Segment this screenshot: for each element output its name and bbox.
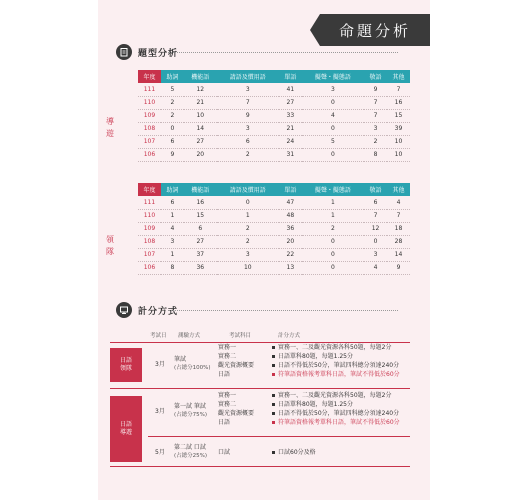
subject-item: 口試 [218,449,231,456]
table-row [138,261,410,274]
count-cell: 14 [387,248,410,261]
subject-item: 日語 [218,419,231,426]
column-header: 助詞 [161,70,184,83]
rule-item: 符筆語資格報考單科日語，筆試不得低於60分 [272,370,400,379]
year-cell: 106 [138,261,161,274]
guide-side-label: 導 遊 [106,117,114,138]
column-header: 敬語 [364,70,387,83]
exam-type: 第一試 筆試 [174,403,206,410]
page-panel [98,0,430,500]
count-cell: 15 [387,109,410,122]
count-cell: 0 [302,235,364,248]
count-cell: 1 [217,209,279,222]
count-cell: 20 [279,235,302,248]
count-cell: 47 [279,196,302,209]
rule-item: 實務一、二及觀光資源各科50題，每題2分 [272,391,391,400]
column-header: 單語 [279,183,302,196]
column-header: 請語及慣用語 [217,183,279,196]
count-cell: 16 [387,96,410,109]
subject-item: 實務二 [218,401,237,408]
leader-side-label: 領 隊 [106,235,114,256]
count-cell: 6 [184,222,217,235]
rule-item: 符筆語資格報考單科日語，筆試不得低於60分 [272,418,400,427]
divider-line [110,466,410,467]
column-header: 敬語 [364,183,387,196]
count-cell: 27 [279,96,302,109]
count-cell: 0 [302,96,364,109]
rule-item: 實務一、二及觀光資源各科50題，每題2分 [272,343,391,352]
count-cell: 2 [364,135,387,148]
count-cell: 3 [364,248,387,261]
count-cell: 7 [364,96,387,109]
count-cell: 37 [184,248,217,261]
count-cell: 24 [279,135,302,148]
year-cell: 108 [138,122,161,135]
table-row [138,209,410,222]
subject-item: 實務一 [218,344,237,351]
divider-line [110,388,410,389]
exam-month: 5月 [155,449,165,456]
exam-weight: (占總分75%) [174,412,208,418]
year-cell: 109 [138,109,161,122]
count-cell: 6 [364,196,387,209]
count-cell: 15 [184,209,217,222]
clipboard-icon [116,44,132,60]
count-cell: 10 [387,135,410,148]
dotted-divider [168,52,398,53]
subject-item: 觀光資源概要 [218,362,255,369]
count-cell: 10 [184,109,217,122]
year-cell: 107 [138,248,161,261]
count-cell: 28 [387,235,410,248]
count-cell: 0 [302,261,364,274]
count-cell: 6 [161,196,184,209]
year-cell: 110 [138,96,161,109]
count-cell: 4 [364,261,387,274]
count-cell: 31 [279,148,302,161]
count-cell: 3 [217,122,279,135]
count-cell: 7 [217,96,279,109]
year-cell: 111 [138,196,161,209]
count-cell: 1 [302,209,364,222]
count-cell: 22 [279,248,302,261]
table-row [138,96,410,109]
column-header: 請語及慣用語 [217,70,279,83]
count-cell: 13 [279,261,302,274]
exam-month: 3月 [155,361,165,368]
guide-exam-box: 日語 導遊 [110,396,142,462]
exam-type: 第二試 口試 [174,444,206,451]
rule-item: 口試60分及格 [272,448,316,457]
column-header: 擬聲・擬態語 [302,70,364,83]
year-cell: 110 [138,209,161,222]
count-cell: 3 [217,248,279,261]
column-header: 年度 [138,183,161,196]
chapter-banner: 命題分析 [320,14,430,46]
count-cell: 9 [387,261,410,274]
rule-item: 日語單科80題，每題1.25分 [272,400,353,409]
count-cell: 7 [364,209,387,222]
dotted-divider [168,310,398,311]
monitor-icon [116,302,132,318]
table-row [138,135,410,148]
rule-item: 日語不得低於50分，筆試四科總分須達240分 [272,361,399,370]
count-cell: 4 [161,222,184,235]
header-calc: 計分方式 [278,333,301,339]
count-cell: 27 [184,235,217,248]
count-cell: 2 [217,222,279,235]
rule-item: 日語單科80題，每題1.25分 [272,352,353,361]
year-cell: 111 [138,83,161,96]
year-cell: 108 [138,235,161,248]
table-row [138,122,410,135]
year-cell: 107 [138,135,161,148]
count-cell: 3 [161,235,184,248]
count-cell: 36 [279,222,302,235]
count-cell: 12 [364,222,387,235]
count-cell: 0 [302,122,364,135]
guide-stats-table [138,70,410,162]
column-header: 其他 [387,183,410,196]
header-method: 測驗方式 [178,333,201,339]
column-header: 擬聲・擬態語 [302,183,364,196]
count-cell: 3 [217,83,279,96]
count-cell: 0 [217,196,279,209]
count-cell: 5 [302,135,364,148]
count-cell: 14 [184,122,217,135]
count-cell: 0 [302,248,364,261]
count-cell: 18 [387,222,410,235]
count-cell: 1 [161,209,184,222]
count-cell: 3 [302,83,364,96]
count-cell: 21 [184,96,217,109]
count-cell: 20 [184,148,217,161]
count-cell: 16 [184,196,217,209]
count-cell: 4 [387,196,410,209]
count-cell: 2 [217,235,279,248]
column-header: 單語 [279,70,302,83]
section-title: 計分方式 [138,306,179,317]
count-cell: 7 [387,209,410,222]
count-cell: 33 [279,109,302,122]
count-cell: 3 [364,122,387,135]
count-cell: 2 [161,96,184,109]
column-header: 機能語 [184,183,217,196]
count-cell: 2 [302,222,364,235]
table-row [138,109,410,122]
count-cell: 9 [161,148,184,161]
exam-type: 筆試 [174,356,187,363]
rule-item: 日語不得低於50分，筆試四科總分須達240分 [272,409,399,418]
count-cell: 4 [302,109,364,122]
column-header: 機能語 [184,70,217,83]
table-row [138,148,410,161]
column-header: 其他 [387,70,410,83]
count-cell: 6 [217,135,279,148]
count-cell: 12 [184,83,217,96]
table-row [138,248,410,261]
count-cell: 1 [302,196,364,209]
subject-item: 觀光資源概要 [218,410,255,417]
exam-weight: (占總分25%) [174,453,208,459]
count-cell: 8 [364,148,387,161]
year-cell: 109 [138,222,161,235]
header-date: 考試日 [150,333,167,339]
count-cell: 0 [364,235,387,248]
count-cell: 8 [161,261,184,274]
subject-item: 實務一 [218,392,237,399]
count-cell: 1 [161,248,184,261]
count-cell: 41 [279,83,302,96]
header-subject: 考試科目 [229,333,252,339]
table-header-row [138,70,410,83]
table-header-row [138,183,410,196]
count-cell: 6 [161,135,184,148]
count-cell: 5 [161,83,184,96]
count-cell: 10 [217,261,279,274]
table-row [138,222,410,235]
count-cell: 10 [387,148,410,161]
count-cell: 7 [364,109,387,122]
table-row [138,83,410,96]
year-cell: 106 [138,148,161,161]
section-title: 題型分析 [138,48,179,59]
count-cell: 7 [387,83,410,96]
exam-weight: (占總分100%) [174,365,211,371]
subject-item: 實務二 [218,353,237,360]
divider-line [148,436,410,437]
leader-stats-table [138,183,410,275]
count-cell: 39 [387,122,410,135]
count-cell: 27 [184,135,217,148]
count-cell: 0 [161,122,184,135]
count-cell: 2 [161,109,184,122]
count-cell: 9 [217,109,279,122]
subject-item: 日語 [218,371,231,378]
count-cell: 0 [302,148,364,161]
count-cell: 2 [217,148,279,161]
column-header: 年度 [138,70,161,83]
table-row [138,196,410,209]
column-header: 助詞 [161,183,184,196]
count-cell: 9 [364,83,387,96]
leader-exam-box: 日語 領隊 [110,348,142,382]
count-cell: 36 [184,261,217,274]
table-row [138,235,410,248]
exam-month: 3月 [155,408,165,415]
count-cell: 48 [279,209,302,222]
count-cell: 21 [279,122,302,135]
